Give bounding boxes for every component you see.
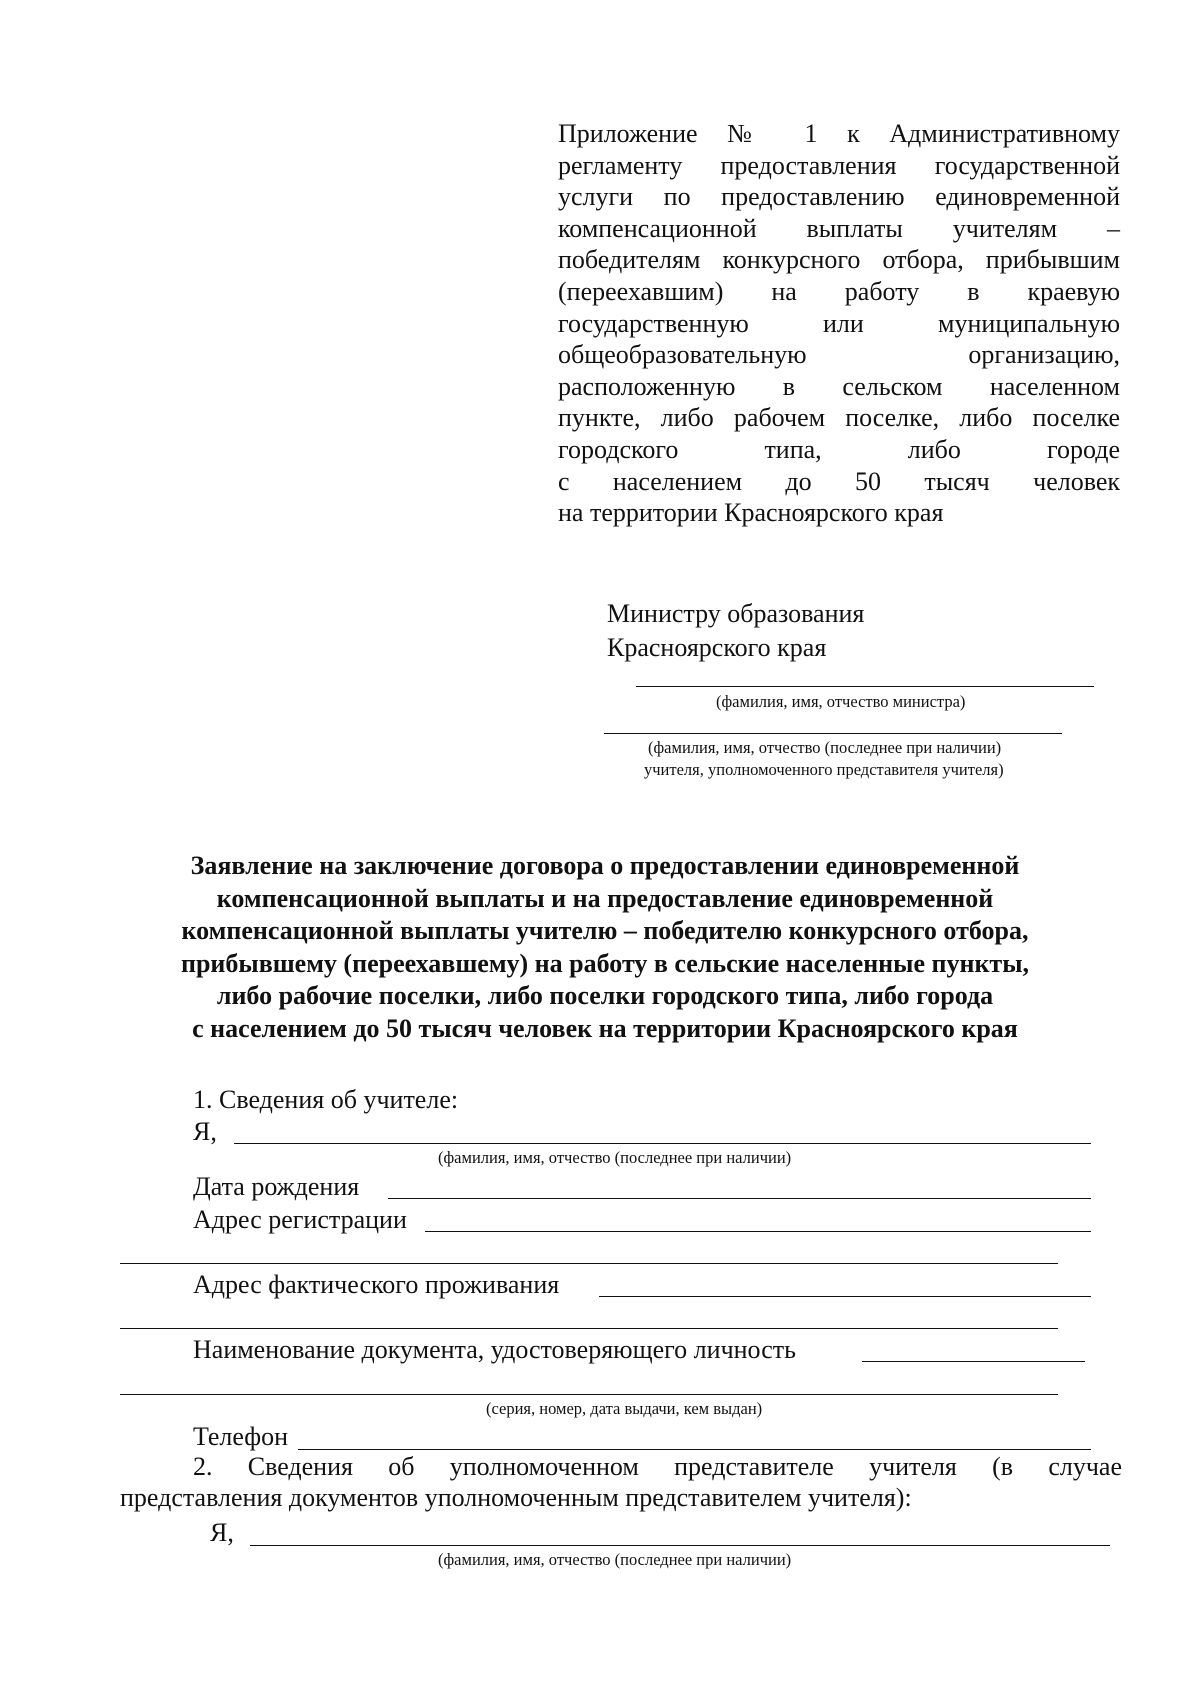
representative-i-label: Я, <box>210 1518 234 1547</box>
birth-date-label: Дата рождения <box>193 1172 360 1201</box>
actual-address-label: Адрес фактического проживания <box>193 1270 560 1299</box>
id-document-label: Наименование документа, удостоверяющего личность <box>193 1335 796 1364</box>
appendix-line: Приложение № 1 к Административному <box>558 119 1120 148</box>
teacher-i-label: Я, <box>193 1117 217 1146</box>
representative-fio-field[interactable] <box>250 1545 1110 1546</box>
appendix-line: пункте, либо рабочем поселке, либо поселке <box>558 403 1120 433</box>
title-line: компенсационной выплаты учителю – победителю конкурсного отбора, <box>181 916 1029 946</box>
section-2-line-2: представления документов уполномоченным представителем учителя): <box>120 1482 912 1512</box>
appendix-line: расположенную в сельском населенном <box>558 371 1120 401</box>
section-2-heading <box>120 1452 1122 1513</box>
addressee-line-1: Министру образования <box>607 599 865 628</box>
birth-date-field[interactable] <box>388 1198 1091 1199</box>
teacher-fio-caption: (фамилия, имя, отчество (последнее при наличии) <box>438 1148 792 1167</box>
appendix-line: (переехавшим) на работу в краевую <box>558 276 1120 306</box>
title-line: прибывшему (переехавшему) на работу в сельские населенные пункты, <box>180 948 1030 978</box>
title-line: компенсационной выплаты и на предоставление единовременной <box>216 883 994 913</box>
appendix-line: услуги по предоставлению единовременной <box>558 182 1120 212</box>
id-document-caption: (серия, номер, дата выдачи, кем выдан) <box>486 1399 763 1418</box>
teacher-name-field[interactable] <box>604 733 1062 734</box>
phone-field[interactable] <box>298 1449 1091 1450</box>
appendix-line: победителям конкурсного отбора, прибывшим <box>558 245 1120 275</box>
title-line: Заявление на заключение договора о предоставлении единовременной <box>190 851 1020 880</box>
section-1-heading: 1. Сведения об учителе: <box>193 1085 459 1114</box>
title-line: либо рабочие поселки, либо поселки городского типа, либо города <box>216 981 994 1011</box>
teacher-name-caption-2: учителя, уполномоченного представителя учителя) <box>644 760 1004 779</box>
phone-label: Телефон <box>193 1422 289 1451</box>
teacher-fio-field[interactable] <box>234 1143 1091 1144</box>
appendix-line: компенсационной выплаты учителям – <box>558 213 1120 243</box>
appendix-line: государственную или муниципальную <box>558 308 1120 338</box>
minister-name-field[interactable] <box>636 686 1094 687</box>
appendix-line: на территории Красноярского края <box>558 498 944 528</box>
appendix-line: регламенту предоставления государственной <box>558 150 1120 180</box>
application-title <box>120 850 1090 1046</box>
appendix-line: городского типа, либо городе <box>558 434 1120 464</box>
reg-address-label: Адрес регистрации <box>193 1205 407 1234</box>
reg-address-field[interactable] <box>425 1231 1091 1232</box>
id-document-field-continued[interactable] <box>120 1394 1058 1395</box>
actual-address-field-continued[interactable] <box>120 1328 1058 1329</box>
section-2-line-1: 2. Сведения об уполномоченном представителе учителя (в случае <box>193 1452 1122 1481</box>
addressee-line-2: Красноярского края <box>607 633 827 662</box>
representative-fio-caption: (фамилия, имя, отчество (последнее при наличии) <box>438 1550 792 1569</box>
appendix-line: общеобразовательную организацию, <box>558 340 1120 370</box>
teacher-name-caption-1: (фамилия, имя, отчество (последнее при наличии) <box>648 738 1002 757</box>
title-line: с населением до 50 тысяч человек на территории Красноярского края <box>192 1013 1018 1043</box>
appendix-reference <box>558 118 1120 529</box>
actual-address-field[interactable] <box>599 1296 1091 1297</box>
minister-name-caption: (фамилия, имя, отчество министра) <box>716 692 966 711</box>
appendix-line: с населением до 50 тысяч человек <box>558 466 1120 496</box>
reg-address-field-continued[interactable] <box>120 1263 1058 1264</box>
id-document-field[interactable] <box>862 1361 1085 1362</box>
